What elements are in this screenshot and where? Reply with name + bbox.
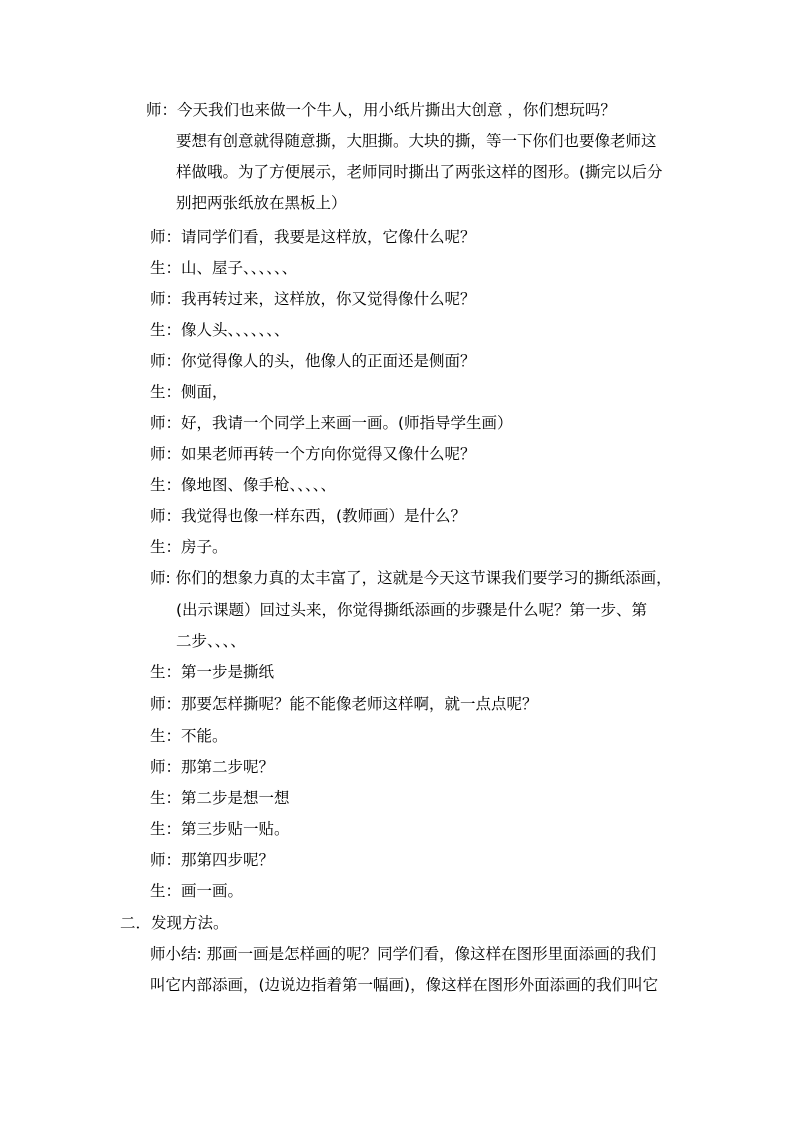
text-line: 生：画一画。 bbox=[150, 882, 244, 900]
text-line: 师：那第四步呢？ bbox=[150, 851, 275, 869]
text-line: 生：第三步贴一贴。 bbox=[150, 820, 290, 838]
text-line: 叫它内部添画，(边说边指着第一幅画)，像这样在图形外面添画的我们叫它 bbox=[150, 976, 659, 994]
text-line: 生：像地图、像手枪、、、、、 bbox=[150, 476, 337, 494]
text-line: 师：今天我们也来做一个牛人，用小纸片撕出大创意 ，你们想玩吗？ bbox=[146, 101, 616, 119]
text-line: 师：请同学们看，我要是这样放，它像什么呢？ bbox=[150, 228, 476, 246]
text-line: 生：像人头、、、、、、、 bbox=[150, 321, 290, 339]
text-line: 别把两张纸放在黑板上） bbox=[176, 194, 347, 212]
text-line: 师：如果老师再转一个方向你觉得又像什么呢？ bbox=[150, 445, 476, 463]
text-line: 生：房子。 bbox=[150, 538, 228, 556]
text-line: 二步、、、、 bbox=[176, 632, 246, 650]
text-line: 师：我觉得也像一样东西，(教师画）是什么？ bbox=[150, 507, 467, 525]
text-line: 生：第一步是撕纸 bbox=[150, 663, 275, 681]
text-line: (出示课题）回过头来，你觉得撕纸添画的步骤是什么呢？第一步、第 bbox=[176, 601, 648, 619]
text-line: 师：我再转过来，这样放，你又觉得像什么呢？ bbox=[150, 290, 476, 308]
text-line: 生：不能。 bbox=[150, 727, 228, 745]
section-heading: 二．发现方法。 bbox=[120, 914, 229, 932]
text-line: 要想有创意就得随意撕，大胆撕。大块的撕，等一下你们也要像老师这 bbox=[176, 132, 657, 150]
text-line: 师：那第二步呢？ bbox=[150, 758, 275, 776]
text-line: 生：山、屋子、、、、、、 bbox=[150, 259, 298, 277]
text-line: 师：你觉得像人的头，他像人的正面还是侧面？ bbox=[150, 352, 476, 370]
text-line: 师小结: 那画一画是怎样画的呢？同学们看，像这样在图形里面添画的我们 bbox=[150, 945, 657, 963]
text-line: 生：第二步是想一想 bbox=[150, 789, 290, 807]
text-line: 师：那要怎样撕呢？能不能像老师这样啊，就一点点呢？ bbox=[150, 695, 538, 713]
text-line: 样做哦。为了方便展示，老师同时撕出了两张这样的图形。(撕完以后分 bbox=[176, 163, 663, 181]
text-line: 师：好，我请一个同学上来画一画。(师指导学生画） bbox=[150, 414, 513, 432]
text-line: 师: 你们的想象力真的太丰富了，这就是今天这节课我们要学习的撕纸添画， bbox=[150, 569, 672, 587]
text-line: 生：侧面， bbox=[150, 383, 228, 401]
